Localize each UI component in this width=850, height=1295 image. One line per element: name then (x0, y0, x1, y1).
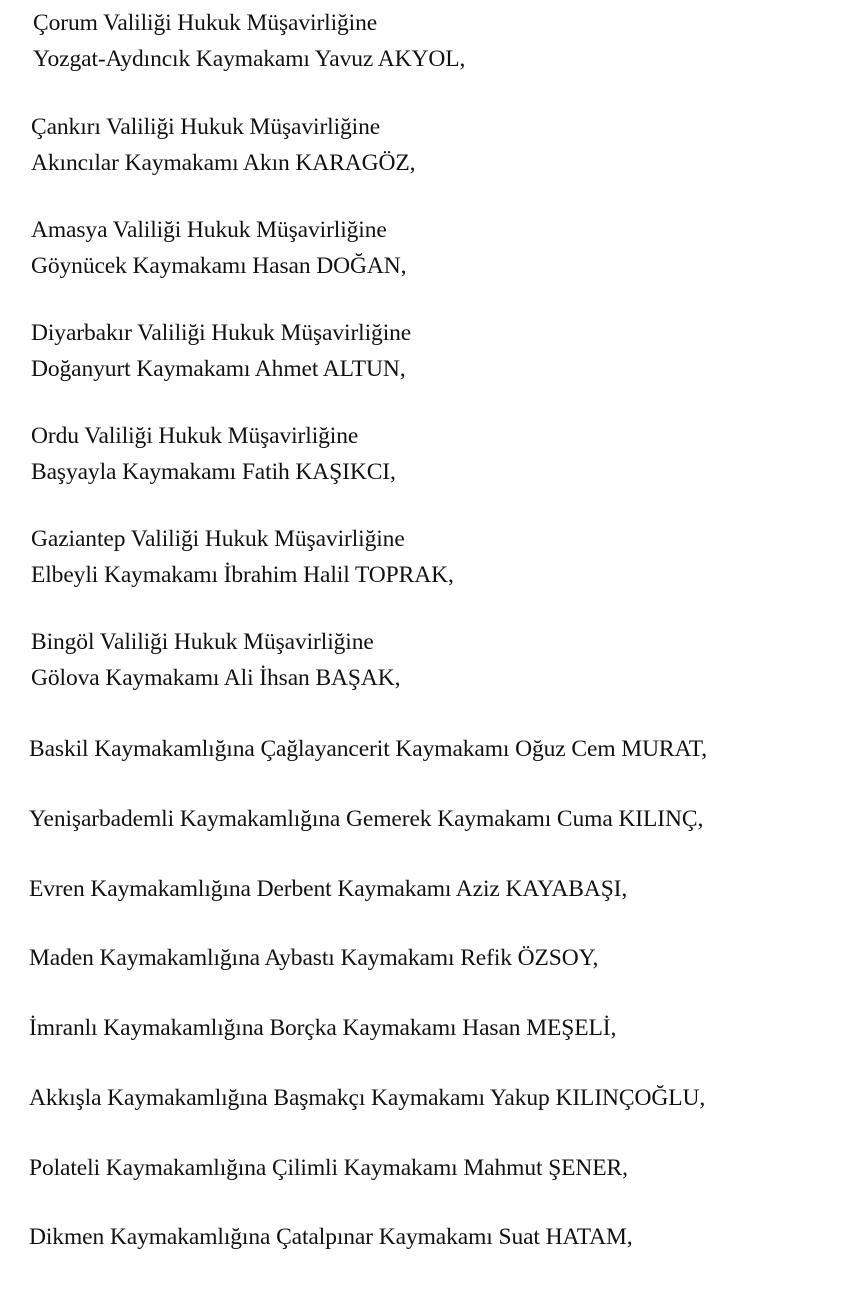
appointment-appointee: Başyayla Kaymakamı Fatih KAŞIKCI, (31, 459, 396, 485)
appointment-line: Dikmen Kaymakamlığına Çatalpınar Kaymakamı Suat HATAM, (29, 1224, 633, 1250)
appointment-line: İmranlı Kaymakamlığına Borçka Kaymakamı Hasan MEŞELİ, (29, 1015, 617, 1041)
appointment-line: Akkışla Kaymakamlığına Başmakçı Kaymakamı Yakup KILINÇOĞLU, (29, 1085, 706, 1111)
appointment-post: Diyarbakır Valiliği Hukuk Müşavirliğine (31, 320, 412, 346)
appointment-appointee: Doğanyurt Kaymakamı Ahmet ALTUN, (31, 356, 406, 382)
appointment-appointee: Gölova Kaymakamı Ali İhsan BAŞAK, (31, 665, 401, 691)
appointment-post: Çankırı Valiliği Hukuk Müşavirliğine (31, 114, 381, 140)
appointment-post: Gaziantep Valiliği Hukuk Müşavirliğine (31, 526, 405, 552)
appointment-post: Amasya Valiliği Hukuk Müşavirliğine (31, 217, 387, 243)
appointment-line: Polateli Kaymakamlığına Çilimli Kaymakamı Mahmut ŞENER, (29, 1155, 628, 1181)
appointment-line: Baskil Kaymakamlığına Çağlayancerit Kaymakamı Oğuz Cem MURAT, (29, 736, 708, 762)
appointment-appointee: Yozgat-Aydıncık Kaymakamı Yavuz AKYOL, (33, 46, 466, 72)
appointment-line: Maden Kaymakamlığına Aybastı Kaymakamı Refik ÖZSOY, (29, 945, 599, 971)
appointment-appointee: Akıncılar Kaymakamı Akın KARAGÖZ, (31, 150, 416, 176)
appointment-post: Bingöl Valiliği Hukuk Müşavirliğine (31, 629, 374, 655)
appointment-appointee: Elbeyli Kaymakamı İbrahim Halil TOPRAK, (31, 562, 454, 588)
appointment-post: Çorum Valiliği Hukuk Müşavirliğine (33, 10, 378, 36)
appointment-line: Yenişarbademli Kaymakamlığına Gemerek Kaymakamı Cuma KILINÇ, (29, 806, 704, 832)
appointment-post: Ordu Valiliği Hukuk Müşavirliğine (31, 423, 359, 449)
appointment-line: Evren Kaymakamlığına Derbent Kaymakamı Aziz KAYABAŞI, (29, 876, 628, 902)
appointment-appointee: Göynücek Kaymakamı Hasan DOĞAN, (31, 253, 407, 279)
